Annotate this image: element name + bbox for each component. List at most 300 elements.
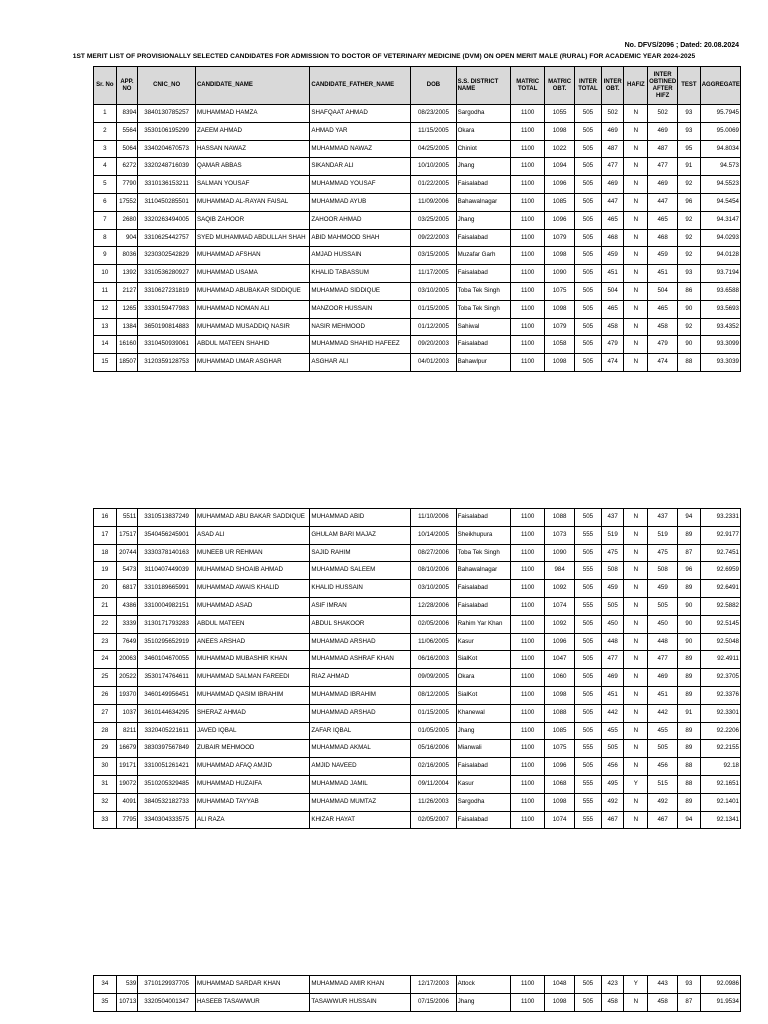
cell-candidate-name: MUHAMMAD AFSHAN xyxy=(195,247,309,265)
cell-aggregate: 92.6491 xyxy=(700,580,740,598)
cell-hafiz: N xyxy=(624,229,648,247)
cell-matric-obt: 1060 xyxy=(545,669,575,687)
cell-app-no: 8394 xyxy=(116,105,138,123)
cell-candidate-name: MUHAMMAD AL-RAYAN FAISAL xyxy=(195,193,309,211)
cell-test: 90 xyxy=(678,300,701,318)
table-row xyxy=(94,176,741,194)
cell-matric-total: 1100 xyxy=(511,669,545,687)
cell-inter-obt: 451 xyxy=(601,265,624,283)
cell-aggregate: 92.1341 xyxy=(700,811,740,829)
cell-cnic: 3310627231819 xyxy=(138,282,196,300)
header-hafiz: HAFIZ xyxy=(624,67,648,105)
cell-dob: 03/10/2005 xyxy=(411,282,456,300)
cell-father-name: ASIF IMRAN xyxy=(310,597,411,615)
cell-hafiz: N xyxy=(624,247,648,265)
cell-inter-obt: 474 xyxy=(601,354,624,372)
cell-inter-total: 505 xyxy=(575,615,602,633)
table-row xyxy=(94,509,741,527)
cell-after-hifz: 459 xyxy=(648,247,678,265)
cell-hafiz: N xyxy=(624,526,648,544)
table-row xyxy=(94,993,741,1011)
table-row xyxy=(94,811,741,829)
cell-hafiz: N xyxy=(624,140,648,158)
cell-aggregate: 94.3147 xyxy=(700,211,740,229)
cell-after-hifz: 437 xyxy=(648,509,678,527)
cell-inter-total: 555 xyxy=(575,597,602,615)
table-row xyxy=(94,633,741,651)
cell-matric-obt: 1088 xyxy=(545,509,575,527)
cell-matric-total: 1100 xyxy=(511,580,545,598)
cell-inter-obt: 477 xyxy=(601,651,624,669)
cell-cnic: 3650190814883 xyxy=(138,318,196,336)
cell-matric-obt: 1098 xyxy=(545,993,575,1011)
table-row xyxy=(94,158,741,176)
cell-dob: 03/10/2005 xyxy=(411,580,456,598)
cell-district: Jhang xyxy=(456,158,511,176)
header-candidate-name: CANDIDATE_NAME xyxy=(195,67,309,105)
cell-app-no: 5473 xyxy=(116,562,138,580)
cell-matric-total: 1100 xyxy=(511,247,545,265)
cell-test: 94 xyxy=(678,509,701,527)
cell-cnic: 3230302542829 xyxy=(138,247,196,265)
cell-candidate-name: MUHAMMAD UMAR ASGHAR xyxy=(195,354,309,372)
cell-matric-total: 1100 xyxy=(511,122,545,140)
cell-aggregate: 92.9177 xyxy=(700,526,740,544)
cell-matric-obt: 1098 xyxy=(545,122,575,140)
cell-matric-obt: 1096 xyxy=(545,211,575,229)
cell-cnic: 3310450939061 xyxy=(138,336,196,354)
cell-sr-no: 18 xyxy=(94,544,117,562)
cell-test: 93 xyxy=(678,265,701,283)
cell-hafiz: N xyxy=(624,597,648,615)
cell-dob: 01/15/2005 xyxy=(411,704,456,722)
cell-inter-obt: 465 xyxy=(601,300,624,318)
merit-table-part-3 xyxy=(93,975,741,1012)
cell-matric-total: 1100 xyxy=(511,318,545,336)
header-sr-no: Sr. No xyxy=(94,67,117,105)
cell-after-hifz: 442 xyxy=(648,704,678,722)
cell-candidate-name: ZUBAIR MEHMOOD xyxy=(195,740,309,758)
cell-candidate-name: MUHAMMAD MUBASHIR KHAN xyxy=(195,651,309,669)
cell-hafiz: N xyxy=(624,265,648,283)
cell-inter-total: 505 xyxy=(575,509,602,527)
cell-father-name: AHMAD YAR xyxy=(310,122,411,140)
cell-matric-total: 1100 xyxy=(511,651,545,669)
cell-matric-total: 1100 xyxy=(511,193,545,211)
cell-sr-no: 7 xyxy=(94,211,117,229)
cell-inter-total: 505 xyxy=(575,193,602,211)
cell-after-hifz: 469 xyxy=(648,669,678,687)
cell-aggregate: 93.5693 xyxy=(700,300,740,318)
cell-candidate-name: SYED MUHAMMAD ABDULLAH SHAH xyxy=(195,229,309,247)
cell-district: Bahawalnagar xyxy=(456,193,511,211)
cell-after-hifz: 467 xyxy=(648,811,678,829)
table-row xyxy=(94,651,741,669)
cell-inter-obt: 479 xyxy=(601,336,624,354)
cell-inter-obt: 504 xyxy=(601,282,624,300)
cell-sr-no: 13 xyxy=(94,318,117,336)
header-inter-total: INTER TOTAL xyxy=(575,67,602,105)
cell-after-hifz: 447 xyxy=(648,193,678,211)
cell-hafiz: N xyxy=(624,758,648,776)
cell-dob: 02/16/2005 xyxy=(411,758,456,776)
cell-matric-total: 1100 xyxy=(511,265,545,283)
cell-inter-obt: 505 xyxy=(601,597,624,615)
cell-father-name: NASIR MEHMOOD xyxy=(310,318,411,336)
cell-after-hifz: 475 xyxy=(648,544,678,562)
cell-inter-total: 505 xyxy=(575,318,602,336)
cell-matric-obt: 1085 xyxy=(545,193,575,211)
cell-matric-total: 1100 xyxy=(511,722,545,740)
cell-father-name: MUHAMMAD JAMIL xyxy=(310,775,411,793)
cell-hafiz: N xyxy=(624,300,648,318)
cell-test: 92 xyxy=(678,176,701,194)
cell-inter-obt: 469 xyxy=(601,669,624,687)
cell-test: 93 xyxy=(678,976,701,994)
cell-app-no: 4091 xyxy=(116,793,138,811)
cell-aggregate: 92.1651 xyxy=(700,775,740,793)
cell-district: Faisalabad xyxy=(456,597,511,615)
cell-cnic: 3110450285501 xyxy=(138,193,196,211)
cell-hafiz: N xyxy=(624,211,648,229)
cell-hafiz: Y xyxy=(624,775,648,793)
cell-candidate-name: MUHAMMAD HAMZA xyxy=(195,105,309,123)
cell-matric-total: 1100 xyxy=(511,544,545,562)
cell-after-hifz: 450 xyxy=(648,615,678,633)
cell-matric-total: 1100 xyxy=(511,211,545,229)
cell-dob: 11/06/2005 xyxy=(411,633,456,651)
cell-district: Faisalabad xyxy=(456,580,511,598)
cell-inter-obt: 448 xyxy=(601,633,624,651)
cell-cnic: 3510205329485 xyxy=(138,775,196,793)
cell-after-hifz: 515 xyxy=(648,775,678,793)
table-row xyxy=(94,562,741,580)
cell-after-hifz: 487 xyxy=(648,140,678,158)
cell-cnic: 3330159477983 xyxy=(138,300,196,318)
cell-father-name: TASAWWUR HUSSAIN xyxy=(310,993,411,1011)
cell-matric-obt: 1075 xyxy=(545,740,575,758)
cell-sr-no: 25 xyxy=(94,669,117,687)
cell-candidate-name: QAMAR ABBAS xyxy=(195,158,309,176)
cell-inter-total: 555 xyxy=(575,775,602,793)
cell-hafiz: N xyxy=(624,651,648,669)
cell-hafiz: N xyxy=(624,282,648,300)
cell-test: 93 xyxy=(678,105,701,123)
cell-inter-obt: 495 xyxy=(601,775,624,793)
table-row xyxy=(94,229,741,247)
cell-app-no: 6817 xyxy=(116,580,138,598)
cell-cnic: 3340304333575 xyxy=(138,811,196,829)
cell-after-hifz: 448 xyxy=(648,633,678,651)
cell-sr-no: 2 xyxy=(94,122,117,140)
cell-district: Chiniot xyxy=(456,140,511,158)
cell-sr-no: 11 xyxy=(94,282,117,300)
cell-app-no: 5564 xyxy=(116,122,138,140)
cell-aggregate: 94.5454 xyxy=(700,193,740,211)
table-row xyxy=(94,704,741,722)
table-row xyxy=(94,247,741,265)
cell-matric-total: 1100 xyxy=(511,176,545,194)
cell-sr-no: 30 xyxy=(94,758,117,776)
table-row xyxy=(94,122,741,140)
cell-father-name: ABDUL SHAKOOR xyxy=(310,615,411,633)
cell-after-hifz: 502 xyxy=(648,105,678,123)
cell-matric-total: 1100 xyxy=(511,158,545,176)
cell-inter-obt: 459 xyxy=(601,580,624,598)
cell-hafiz: N xyxy=(624,193,648,211)
cell-test: 92 xyxy=(678,211,701,229)
table-row xyxy=(94,282,741,300)
cell-candidate-name: MUHAMMAD SALMAN FAREEDI xyxy=(195,669,309,687)
cell-district: Attock xyxy=(456,976,511,994)
cell-candidate-name: MUHAMMAD SARDAR KHAN xyxy=(195,976,309,994)
cell-inter-total: 505 xyxy=(575,247,602,265)
cell-father-name: MUHAMMAD AYUB xyxy=(310,193,411,211)
cell-district: Toba Tek Singh xyxy=(456,544,511,562)
cell-app-no: 539 xyxy=(116,976,138,994)
cell-after-hifz: 477 xyxy=(648,158,678,176)
table-row xyxy=(94,526,741,544)
merit-table-part-1 xyxy=(93,66,741,372)
cell-inter-obt: 458 xyxy=(601,318,624,336)
header-cnic: CNIC_NO xyxy=(138,67,196,105)
cell-hafiz: N xyxy=(624,633,648,651)
cell-matric-obt: 1098 xyxy=(545,793,575,811)
cell-after-hifz: 505 xyxy=(648,597,678,615)
cell-aggregate: 92.5882 xyxy=(700,597,740,615)
cell-after-hifz: 505 xyxy=(648,740,678,758)
cell-hafiz: N xyxy=(624,354,648,372)
cell-aggregate: 92.3301 xyxy=(700,704,740,722)
cell-dob: 11/10/2006 xyxy=(411,509,456,527)
cell-dob: 05/16/2006 xyxy=(411,740,456,758)
cell-test: 92 xyxy=(678,247,701,265)
cell-cnic: 3310051261421 xyxy=(138,758,196,776)
cell-app-no: 7795 xyxy=(116,811,138,829)
cell-inter-obt: 423 xyxy=(601,976,624,994)
cell-inter-total: 505 xyxy=(575,105,602,123)
cell-matric-total: 1100 xyxy=(511,615,545,633)
cell-matric-obt: 1073 xyxy=(545,526,575,544)
cell-sr-no: 9 xyxy=(94,247,117,265)
cell-matric-obt: 1047 xyxy=(545,651,575,669)
cell-cnic: 3530106195299 xyxy=(138,122,196,140)
cell-inter-obt: 469 xyxy=(601,122,624,140)
cell-inter-total: 505 xyxy=(575,354,602,372)
cell-hafiz: N xyxy=(624,686,648,704)
cell-inter-obt: 459 xyxy=(601,247,624,265)
cell-dob: 04/25/2005 xyxy=(411,140,456,158)
cell-father-name: GHULAM BARI MAJAZ xyxy=(310,526,411,544)
cell-candidate-name: MUHAMMAD ABUBAKAR SIDDIQUE xyxy=(195,282,309,300)
cell-app-no: 7649 xyxy=(116,633,138,651)
cell-father-name: SHAFQAAT AHMAD xyxy=(310,105,411,123)
cell-inter-obt: 455 xyxy=(601,722,624,740)
cell-after-hifz: 474 xyxy=(648,354,678,372)
cell-dob: 11/09/2006 xyxy=(411,193,456,211)
cell-matric-total: 1100 xyxy=(511,811,545,829)
cell-candidate-name: MUHAMMAD AFAQ AMJID xyxy=(195,758,309,776)
cell-dob: 02/05/2006 xyxy=(411,615,456,633)
cell-after-hifz: 458 xyxy=(648,993,678,1011)
cell-sr-no: 5 xyxy=(94,176,117,194)
table-row xyxy=(94,976,741,994)
cell-cnic: 3320263494005 xyxy=(138,211,196,229)
cell-test: 93 xyxy=(678,122,701,140)
cell-sr-no: 16 xyxy=(94,509,117,527)
cell-dob: 12/28/2006 xyxy=(411,597,456,615)
cell-father-name: SIKANDAR ALI xyxy=(310,158,411,176)
cell-aggregate: 93.3039 xyxy=(700,354,740,372)
cell-sr-no: 31 xyxy=(94,775,117,793)
cell-app-no: 10713 xyxy=(116,993,138,1011)
cell-candidate-name: HASEEB TASAWWUR xyxy=(195,993,309,1011)
cell-dob: 08/10/2006 xyxy=(411,562,456,580)
cell-after-hifz: 451 xyxy=(648,265,678,283)
cell-inter-total: 505 xyxy=(575,976,602,994)
cell-matric-obt: 1068 xyxy=(545,775,575,793)
cell-cnic: 3830397567849 xyxy=(138,740,196,758)
cell-father-name: KHALID HUSSAIN xyxy=(310,580,411,598)
cell-father-name: MUHAMMAD SHAHID HAFEEZ xyxy=(310,336,411,354)
cell-dob: 11/17/2005 xyxy=(411,265,456,283)
cell-father-name: RIAZ AHMAD xyxy=(310,669,411,687)
cell-after-hifz: 455 xyxy=(648,722,678,740)
cell-hafiz: N xyxy=(624,105,648,123)
cell-test: 94 xyxy=(678,811,701,829)
cell-test: 92 xyxy=(678,318,701,336)
cell-hafiz: N xyxy=(624,509,648,527)
cell-after-hifz: 504 xyxy=(648,282,678,300)
table-row xyxy=(94,105,741,123)
cell-aggregate: 92.2155 xyxy=(700,740,740,758)
cell-aggregate: 93.7194 xyxy=(700,265,740,283)
cell-sr-no: 3 xyxy=(94,140,117,158)
cell-matric-obt: 1088 xyxy=(545,704,575,722)
cell-test: 89 xyxy=(678,651,701,669)
cell-candidate-name: JAVED IQBAL xyxy=(195,722,309,740)
cell-inter-total: 505 xyxy=(575,176,602,194)
table-row xyxy=(94,669,741,687)
cell-matric-obt: 984 xyxy=(545,562,575,580)
cell-district: Khanewal xyxy=(456,704,511,722)
cell-test: 88 xyxy=(678,758,701,776)
header-aggregate: AGGREGATE xyxy=(700,67,740,105)
cell-inter-total: 505 xyxy=(575,633,602,651)
reference-number: No. DFVS/2096 ; Dated: 20.08.2024 xyxy=(624,42,739,49)
cell-candidate-name: MUHAMMAD TAYYAB xyxy=(195,793,309,811)
cell-sr-no: 20 xyxy=(94,580,117,598)
cell-sr-no: 34 xyxy=(94,976,117,994)
cell-hafiz: Y xyxy=(624,976,648,994)
cell-cnic: 3120359128753 xyxy=(138,354,196,372)
cell-district: Sargodha xyxy=(456,793,511,811)
cell-inter-obt: 502 xyxy=(601,105,624,123)
cell-candidate-name: MUHAMMAD MUSADDIQ NASIR xyxy=(195,318,309,336)
cell-cnic: 3130171793283 xyxy=(138,615,196,633)
cell-inter-total: 505 xyxy=(575,282,602,300)
cell-hafiz: N xyxy=(624,562,648,580)
cell-matric-obt: 1079 xyxy=(545,318,575,336)
cell-matric-total: 1100 xyxy=(511,793,545,811)
header-district: S.S. DISTRICT NAME xyxy=(456,67,511,105)
cell-inter-total: 505 xyxy=(575,229,602,247)
cell-father-name: ZAFAR IQBAL xyxy=(310,722,411,740)
cell-inter-total: 505 xyxy=(575,669,602,687)
cell-cnic: 3310136153211 xyxy=(138,176,196,194)
cell-app-no: 2127 xyxy=(116,282,138,300)
cell-candidate-name: MUHAMMAD AWAIS KHALID xyxy=(195,580,309,598)
cell-hafiz: N xyxy=(624,176,648,194)
cell-app-no: 17517 xyxy=(116,526,138,544)
document-title: 1ST MERIT LIST OF PROVISIONALLY SELECTED CANDIDATES FOR ADMISSION TO DOCTOR OF VETERINARY MEDICINE (DVM) ON OPEN MERIT MALE (RURAL) FOR ACADEMIC YEAR 2024-2025 xyxy=(72,53,696,60)
cell-inter-total: 555 xyxy=(575,526,602,544)
cell-candidate-name: ALI RAZA xyxy=(195,811,309,829)
cell-father-name: MUHAMMAD MUMTAZ xyxy=(310,793,411,811)
cell-dob: 09/09/2005 xyxy=(411,669,456,687)
cell-dob: 03/15/2005 xyxy=(411,247,456,265)
cell-hafiz: N xyxy=(624,122,648,140)
cell-father-name: MANZOOR HUSSAIN xyxy=(310,300,411,318)
cell-inter-total: 505 xyxy=(575,336,602,354)
cell-aggregate: 92.7451 xyxy=(700,544,740,562)
cell-matric-obt: 1079 xyxy=(545,229,575,247)
cell-inter-obt: 487 xyxy=(601,140,624,158)
cell-hafiz: N xyxy=(624,811,648,829)
cell-matric-obt: 1096 xyxy=(545,758,575,776)
cell-district: Faisalabad xyxy=(456,265,511,283)
cell-district: Mianwali xyxy=(456,740,511,758)
cell-father-name: MUHAMMAD IBRAHIM xyxy=(310,686,411,704)
cell-matric-obt: 1074 xyxy=(545,811,575,829)
cell-hafiz: N xyxy=(624,704,648,722)
cell-app-no: 1384 xyxy=(116,318,138,336)
table-row xyxy=(94,265,741,283)
cell-aggregate: 92.18 xyxy=(700,758,740,776)
cell-inter-obt: 442 xyxy=(601,704,624,722)
cell-matric-total: 1100 xyxy=(511,105,545,123)
table-row xyxy=(94,615,741,633)
cell-father-name: ZAHOOR AHMAD xyxy=(310,211,411,229)
cell-matric-total: 1100 xyxy=(511,993,545,1011)
cell-after-hifz: 458 xyxy=(648,318,678,336)
cell-father-name: ABID MAHMOOD SHAH xyxy=(310,229,411,247)
cell-test: 89 xyxy=(678,580,701,598)
cell-app-no: 8036 xyxy=(116,247,138,265)
cell-candidate-name: ABDUL MATEEN SHAHID xyxy=(195,336,309,354)
cell-sr-no: 17 xyxy=(94,526,117,544)
cell-aggregate: 93.2331 xyxy=(700,509,740,527)
table-row xyxy=(94,686,741,704)
cell-matric-total: 1100 xyxy=(511,282,545,300)
cell-sr-no: 21 xyxy=(94,597,117,615)
cell-matric-obt: 1092 xyxy=(545,615,575,633)
cell-matric-obt: 1090 xyxy=(545,265,575,283)
cell-candidate-name: MUHAMMAD SHOAIB AHMAD xyxy=(195,562,309,580)
cell-hafiz: N xyxy=(624,793,648,811)
cell-app-no: 4386 xyxy=(116,597,138,615)
cell-dob: 02/05/2007 xyxy=(411,811,456,829)
cell-inter-total: 505 xyxy=(575,158,602,176)
cell-aggregate: 94.0128 xyxy=(700,247,740,265)
cell-inter-obt: 456 xyxy=(601,758,624,776)
cell-hafiz: N xyxy=(624,544,648,562)
cell-cnic: 3460104670055 xyxy=(138,651,196,669)
cell-inter-obt: 508 xyxy=(601,562,624,580)
table-row xyxy=(94,140,741,158)
cell-hafiz: N xyxy=(624,158,648,176)
cell-app-no: 16160 xyxy=(116,336,138,354)
